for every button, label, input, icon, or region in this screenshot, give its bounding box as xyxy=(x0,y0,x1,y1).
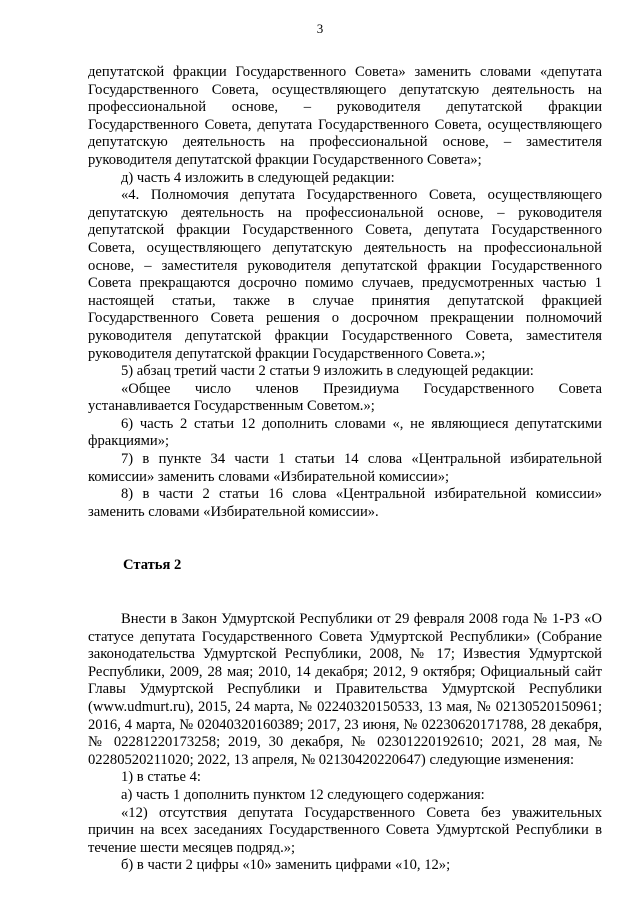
article-heading: Статья 2 xyxy=(123,557,182,574)
document-body xyxy=(88,64,602,875)
article1-paragraph: 5) абзац третий части 2 статьи 9 изложить в следующей редакции: xyxy=(121,363,534,380)
article2-paragraph: 1) в статье 4: xyxy=(121,769,201,786)
article1-paragraph: «4. Полномочия депутата Государственного Совета, осуществляющего депутатскую деятельность на профессиональной основе, – руководителя депутатской фракции Государственного Совета, депутата Государственного Совета, осуществляющего депутатскую деятельность на профессиональной основе, – заместителя руководителя депутатской фракции Государственного Совета прекращаются досрочно помимо случаев, предусмотренных частью 1 настоящей статьи, также в случае принятия депутатской фракцией Государственного Совета решения о досрочном прекращении полномочий руководителя депутатской фракции Государственного Совета, заместителя руководителя депутатской фракции Государственного Совета.»; xyxy=(88,187,602,362)
article2-paragraph: Внести в Закон Удмуртской Республики от 29 февраля 2008 года № 1-РЗ «О статусе депутата Государственного Совета Удмуртской Республики» (Собрание законодательства Удмуртской Республики, 2008, № 17; Известия Удмуртской Республики, 2009, 28 мая; 2010, 14 декабря; 2012, 9 октября; Официальный сайт Главы Удмуртской Республики и Правительства Удмуртской Республики (www.udmurt.ru), 2015, 24 марта, № 02240320150533, 13 мая, № 02130520150961; 2016, 4 марта, № 02040320160389; 2017, 23 июня, № 02230620171788, 28 декабря, № 02281220173258; 2019, 30 декабря, № 02301220192610; 2021, 28 мая, № 02280520211020; 2022, 13 апреля, № 02130420220647) следующие изменения: xyxy=(88,611,602,768)
article1-paragraph: 7) в пункте 34 части 1 статьи 14 слова «Центральной избирательной комиссии» заменить словами «Избирательной комиссии»; xyxy=(88,451,602,485)
article2-paragraph: а) часть 1 дополнить пунктом 12 следующего содержания: xyxy=(121,786,485,803)
article1-paragraph: д) часть 4 изложить в следующей редакции: xyxy=(121,169,395,186)
article2-paragraph: б) в части 2 цифры «10» заменить цифрами «10, 12»; xyxy=(121,857,451,874)
article1-paragraph: 8) в части 2 статьи 16 слова «Центральной избирательной комиссии» заменить словами «Избирательной комиссии». xyxy=(88,486,602,520)
article2-paragraph: «12) отсутствия депутата Государственного Совета без уважительных причин на всех заседаниях Государственного Совета Удмуртской Республики в течение шести месяцев подряд.»; xyxy=(88,804,602,856)
article1-paragraph: 6) часть 2 статьи 12 дополнить словами «, не являющиеся депутатскими фракциями»; xyxy=(88,415,602,450)
page-number: 3 xyxy=(316,21,324,36)
article1-paragraph: депутатской фракции Государственного Совета» заменить словами «депутата Государственного Совета, осуществляющего депутатскую деятельность на профессиональной основе, – руководителя депутатской фракции Государственного Совета, депутата Государственного Совета, осуществляющего депутатскую деятельность на профессиональной основе, – заместителя руководителя депутатской фракции Государственного Совета»; xyxy=(88,64,602,168)
article1-paragraph: «Общее число членов Президиума Государственного Совета устанавливается Государственным Советом.»; xyxy=(88,380,602,415)
